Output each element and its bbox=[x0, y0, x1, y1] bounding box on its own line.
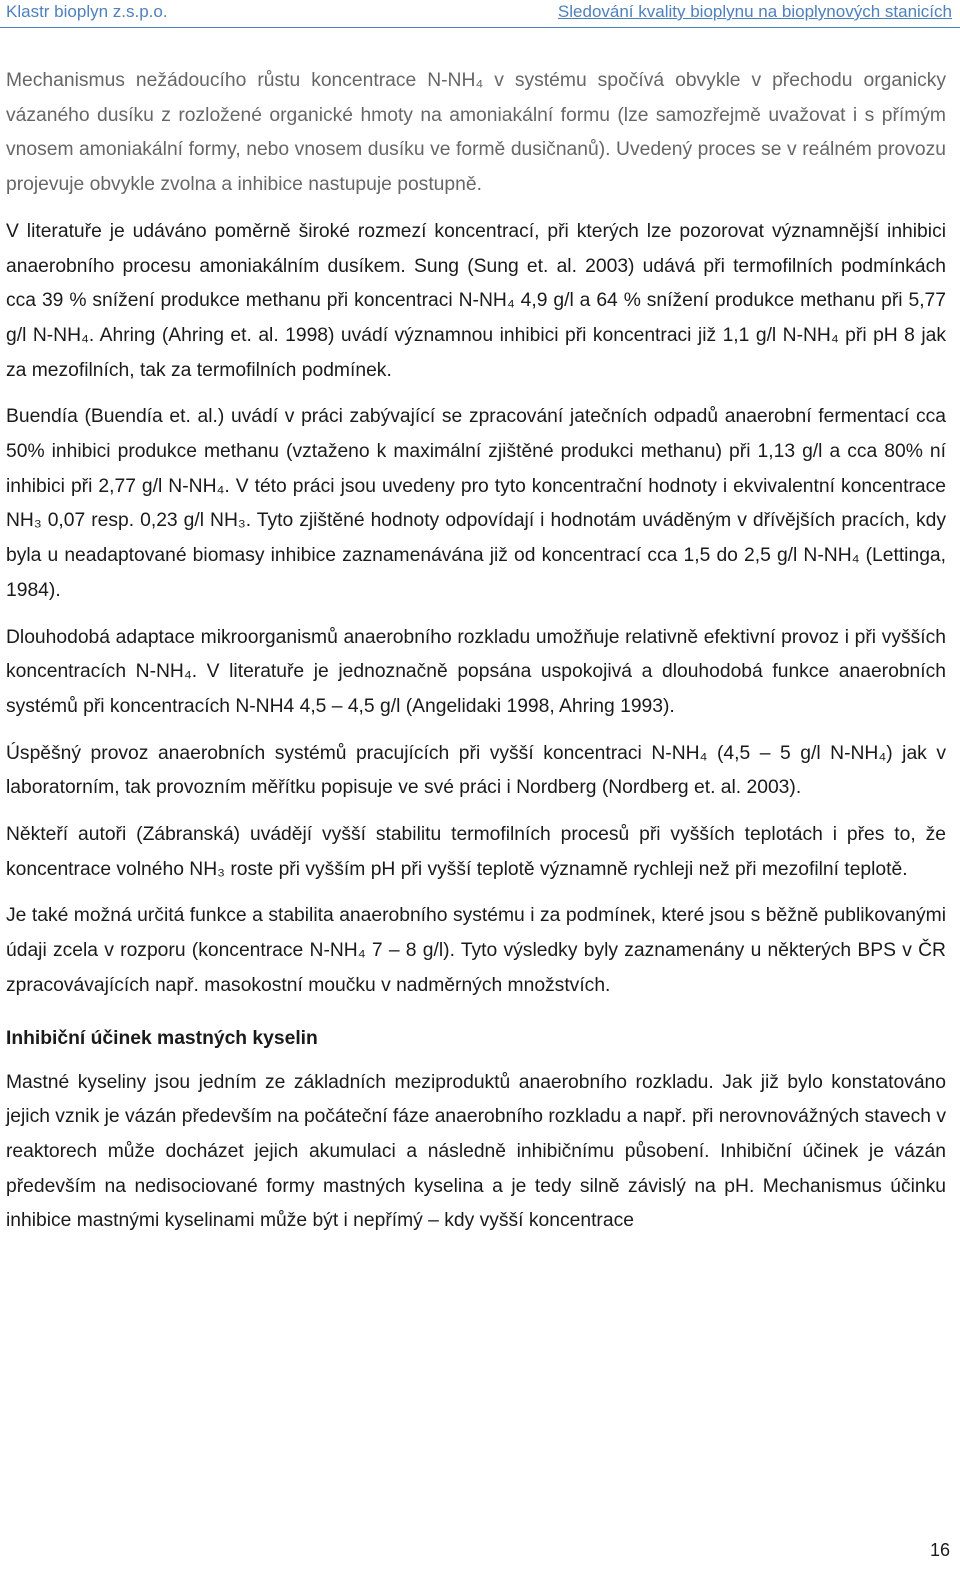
section-heading: Inhibiční účinek mastných kyselin bbox=[6, 1027, 318, 1049]
paragraph: Mechanismus nežádoucího růstu koncentrace N-NH₄ v systému spočívá obvykle v přechodu organicky vázaného dusíku z rozložené organické hmoty na amoniakální formu (lze samozřejmě uvažovat i s přímým vnosem amoniakální formy, nebo vnosem dusíku ve formě dusičnanů). Uvedený proces se v reálném provozu projevuje obvykle zvolna a inhibice nastupuje postupně. bbox=[6, 70, 946, 196]
paragraph: V literatuře je udáváno poměrně široké rozmezí koncentrací, při kterých lze pozorovat významnější inhibici anaerobního procesu amoniakálním dusíkem. Sung (Sung et. al. 2003) udává při termofilních podmínkách cca 39 % snížení produkce methanu při koncentraci N-NH₄ 4,9 g/l a 64 % snížení produkce methanu při 5,77 g/l N-NH₄. Ahring (Ahring et. al. 1998) uvádí významnou inhibici při koncentraci již 1,1 g/l N-NH₄ při pH 8 jak za mezofilních, tak za termofilních podmínek. bbox=[6, 220, 946, 381]
header-organization: Klastr bioplyn z.s.p.o. bbox=[6, 2, 168, 21]
header-document-title: Sledování kvality bioplynu na bioplynových stanicích bbox=[557, 2, 952, 21]
paragraph: Úspěšný provoz anaerobních systémů pracujících při vyšší koncentraci N-NH₄ (4,5 – 5 g/l N-NH₄) jak v laboratorním, tak provozním měřítku popisuje ve své práci i Nordberg (Nordberg et. al. 2003). bbox=[6, 742, 946, 799]
paragraph: Mastné kyseliny jsou jedním ze základních meziproduktů anaerobního rozkladu. Jak již bylo konstatováno jejich vznik je vázán především na počáteční fáze anaerobního rozkladu a např. při nerovnovážných stavech v reaktorech může docházet jejich akumulaci a následně inhibičnímu působení. Inhibiční účinek je vázán především na nedisociované formy mastných kyselina a je tedy silně závislý na pH. Mechanismus účinku inhibice mastnými kyselinami může být i nepřímý – kdy vyšší koncentrace bbox=[6, 1071, 946, 1232]
header-rule bbox=[0, 27, 960, 28]
body-text bbox=[6, 64, 946, 1239]
paragraph: Buendía (Buendía et. al.) uvádí v práci zabývající se zpracování jatečních odpadů anaerobní fermentací cca 50% inhibici produkce methanu (vztaženo k maximální zjištěné produkci methanu) při 1,13 g/l a cca 80% ní inhibici při 2,77 g/l N-NH₄. V této práci jsou uvedeny pro tyto koncentrační hodnoty i ekvivalentní koncentrace NH₃ 0,07 resp. 0,23 g/l NH₃. Tyto zjištěné hodnoty odpovídají i hodnotám uváděným v dřívějších pracích, kdy byla u neadaptované biomasy inhibice zaznamenávána již od koncentrací cca 1,5 do 2,5 g/l N-NH₄ (Lettinga, 1984). bbox=[6, 406, 946, 601]
page-header bbox=[0, 0, 960, 28]
page-number: 16 bbox=[929, 1540, 950, 1560]
paragraph: Někteří autoři (Zábranská) uvádějí vyšší stabilitu termofilních procesů při vyšších teplotách i přes to, že koncentrace volného NH₃ roste při vyšším pH při vyšší teplotě významně rychleji než při mezofilní teplotě. bbox=[6, 824, 946, 880]
paragraph: Je také možná určitá funkce a stabilita anaerobního systému i za podmínek, které jsou s běžně publikovanými údaji zcela v rozporu (koncentrace N-NH₄ 7 – 8 g/l). Tyto výsledky byly zaznamenány u některých BPS v ČR zpracovávajících např. masokostní moučku v nadměrných množstvích. bbox=[6, 905, 946, 996]
paragraph: Dlouhodobá adaptace mikroorganismů anaerobního rozkladu umožňuje relativně efektivní provoz i při vyšších koncentracích N-NH₄. V literatuře je jednoznačně popsána uspokojivá a dlouhodobá funkce anaerobních systémů při koncentracích N-NH4 4,5 – 4,5 g/l (Angelidaki 1998, Ahring 1993). bbox=[6, 626, 946, 717]
